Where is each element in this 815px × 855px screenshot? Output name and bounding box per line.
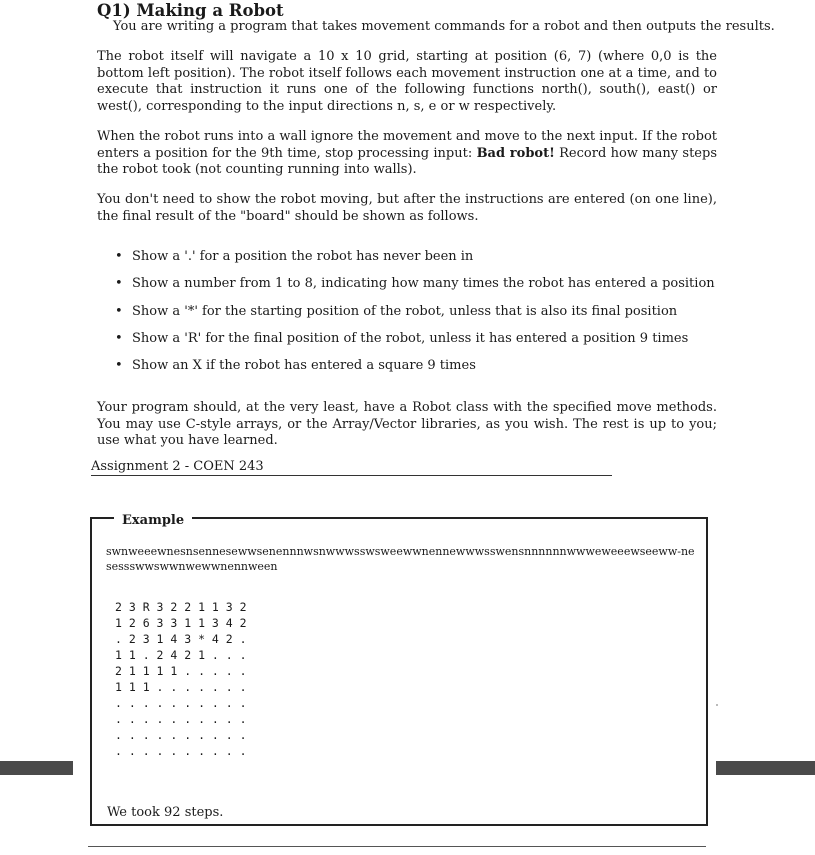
bad-robot-emphasis: Bad robot! — [476, 145, 555, 161]
bullet-icon: • — [115, 276, 123, 291]
bullet-item — [115, 276, 715, 291]
grid-row: . . . . . . . . . . — [115, 728, 247, 742]
question-title: Q1) Making a Robot — [97, 1, 284, 20]
footer-divider — [91, 475, 612, 476]
example-label: Example — [114, 513, 192, 528]
paragraph-wall-rules — [97, 129, 717, 179]
bottom-divider — [88, 846, 706, 847]
grid-row: 2 1 1 1 1 . . . . . — [115, 664, 247, 678]
bullet-icon: • — [115, 304, 123, 319]
grid-row: . 2 3 1 4 3 * 4 2 . — [115, 632, 247, 646]
paragraph-board-output: You don't need to show the robot moving, but after the instructions are entered (on one line), the final result of the "board" should be shown as follows. — [97, 192, 717, 224]
example-commands: swnweeewnesnsennesewwsenennnwsnwwwsswsweewwnennewwwsswensnnnnnnwwweweeewseeww-nesessswwswwnwewwnennween — [106, 545, 695, 573]
bullet-text: Show a 'R' for the final position of the robot, unless it has entered a position 9 times — [132, 331, 689, 346]
bullet-item — [115, 331, 715, 346]
bullet-icon: • — [115, 331, 123, 346]
paragraph-grid-description: The robot itself will navigate a 10 x 10 grid, starting at position (6, 7) (where 0,0 is the bottom left position). The robot itself follows each movement instruction one at a time, and to execute that instruction it runs one of the following functions north(), south(), east() or west(), corresponding to the input directions n, s, e or w respectively. — [97, 49, 717, 114]
wall-rules-text-end: Record how many steps the robot took (not counting running into walls). — [97, 145, 717, 177]
bullet-icon: • — [115, 358, 123, 373]
grid-row: . . . . . . . . . . — [115, 712, 247, 726]
example-steps-result: We took 92 steps. — [107, 805, 224, 820]
example-board-grid — [115, 599, 247, 759]
question-subtitle: You are writing a program that takes movement commands for a robot and then outputs the results. — [113, 19, 775, 34]
grid-row: . . . . . . . . . . — [115, 696, 247, 710]
wall-rules-text: When the robot runs into a wall ignore the movement and move to the next input. If the robot enters a position for the 9th time, stop processing input: — [97, 129, 717, 161]
grid-row: 1 1 . 2 4 2 1 . . . — [115, 648, 247, 662]
bullet-text: Show a '.' for a position the robot has never been in — [132, 249, 474, 264]
bullet-text: Show a '*' for the starting position of the robot, unless that is also its final position — [132, 304, 678, 319]
bullet-text: Show a number from 1 to 8, indicating how many times the robot has entered a position — [132, 276, 715, 291]
bullet-item — [115, 358, 715, 373]
grid-row: . . . . . . . . . . — [115, 744, 247, 758]
assignment-footer-label: Assignment 2 - COEN 243 — [91, 459, 264, 474]
left-edge-bar — [0, 761, 73, 775]
bullet-text: Show an X if the robot has entered a square 9 times — [132, 358, 476, 373]
scan-speck — [716, 704, 718, 706]
bullet-icon: • — [115, 249, 123, 264]
grid-row: 2 3 R 3 2 2 1 1 3 2 — [115, 600, 247, 614]
bullet-item — [115, 304, 715, 319]
grid-row: 1 1 1 . . . . . . . — [115, 680, 247, 694]
paragraph-requirements: Your program should, at the very least, have a Robot class with the specified move methods. You may use C-style arrays, or the Array/Vector libraries, as you wish. The rest is up to you; use what you have learned. — [97, 400, 717, 448]
grid-row: 1 2 6 3 3 1 1 3 4 2 — [115, 616, 247, 630]
bullet-item — [115, 249, 715, 264]
right-edge-bar — [716, 761, 815, 775]
